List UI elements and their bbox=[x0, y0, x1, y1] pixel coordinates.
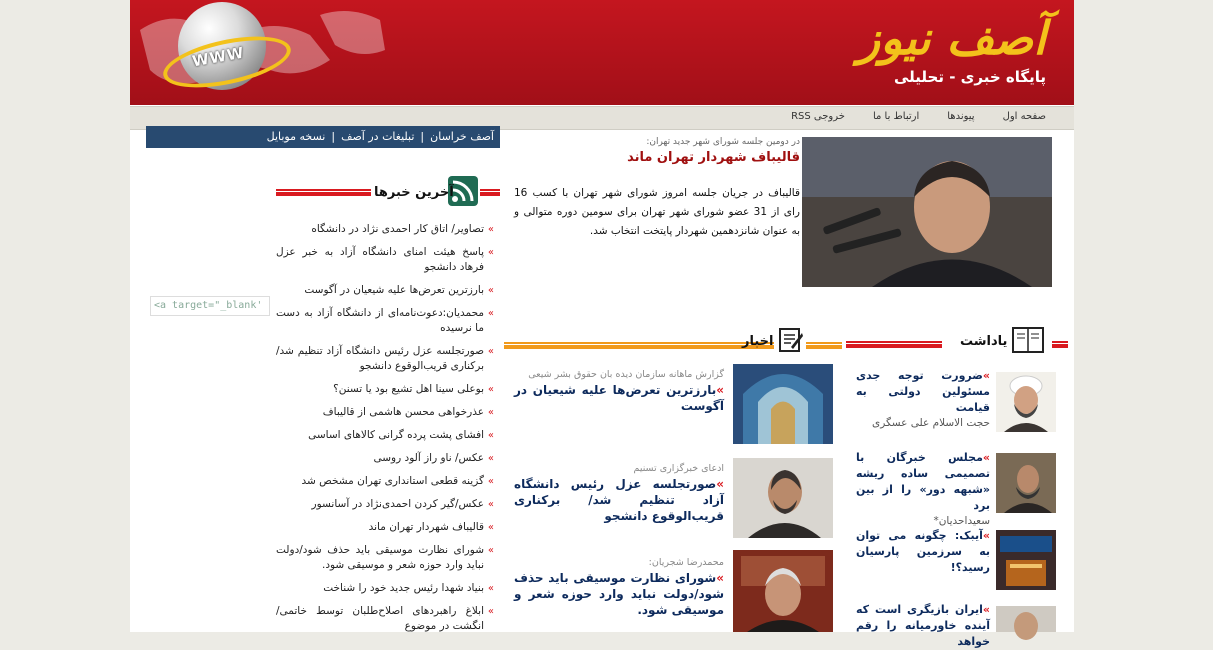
nav-rss[interactable]: خروجی RSS bbox=[791, 111, 845, 122]
feature-photo[interactable] bbox=[802, 137, 1052, 287]
link-mobile[interactable]: نسخه موبایل bbox=[266, 130, 326, 143]
latest-divider-left bbox=[276, 189, 371, 196]
site-logo[interactable] bbox=[858, 8, 1046, 86]
yaddasht-title: یاداشت bbox=[960, 334, 1008, 349]
akhbar-thumb-singer[interactable] bbox=[733, 550, 833, 632]
list-item[interactable]: » قالیباف شهردار تهران ماند bbox=[276, 520, 494, 535]
news-edit-icon bbox=[778, 327, 804, 353]
list-item[interactable]: » بوعلی سینا اهل تشیع بود یا تسنن؟ bbox=[276, 382, 494, 397]
list-item[interactable]: » بنیاد شهدا رئیس جدید خود را شناخت bbox=[276, 581, 494, 596]
opinion-item[interactable]: »ضرورت توجه جدی مسئولین دولتی به قیامت حجت الاسلام علی عسگری bbox=[856, 369, 990, 429]
opinion-item[interactable]: »آیبک: چگونه می توان به سرزمین پارسیان رسید؟! bbox=[856, 529, 990, 574]
opinion-author: سعیداحدیان* bbox=[933, 515, 990, 527]
list-item[interactable]: » گزینه قطعی استانداری تهران مشخص شد bbox=[276, 474, 494, 489]
opinion-author: حجت الاسلام علی عسگری bbox=[872, 417, 990, 429]
akhbar-item-surtitle: محمدرضا شجریان: bbox=[648, 557, 724, 568]
link-khorasan[interactable]: آصف خراسان bbox=[430, 130, 494, 143]
feature-body: قالیباف در جریان جلسه امروز شورای شهر تهران با کسب 16 رای از 31 عضو شورای شهر تهران برای سومین دوره متوالی و به عنوان شانزدهمین شهردار پایتخت انتخاب شد. bbox=[514, 187, 800, 237]
list-item[interactable]: » تصاویر/ اتاق کار احمدی نژاد در دانشگاه bbox=[276, 222, 494, 237]
opinion-title[interactable]: آیبک: چگونه می توان به سرزمین پارسیان رسید؟! bbox=[856, 529, 990, 574]
ad-code-text: <a target="_blank' bbox=[150, 296, 270, 316]
opinion-title[interactable]: ایران بازیگری است که آینده خاورمیانه را رقم خواهد bbox=[856, 603, 990, 648]
logo-tagline: پایگاه خبری - تحلیلی bbox=[894, 68, 1046, 86]
akhbar-divider-left bbox=[504, 342, 774, 349]
list-item[interactable]: » محمدیان:دعوت‌نامه‌ای از دانشگاه آزاد به دست ما نرسیده bbox=[276, 306, 494, 336]
feature-surtitle: در دومین جلسه شورای شهر جدید تهران: bbox=[646, 137, 800, 147]
nav-home[interactable]: صفحه اول bbox=[1002, 111, 1046, 122]
link-ads[interactable]: تبلیغات در آصف bbox=[341, 130, 415, 143]
akhbar-divider-right bbox=[806, 342, 842, 349]
list-item[interactable]: » پاسخ هیئت امنای دانشگاه آزاد به خبر عزل فرهاد دانشجو bbox=[276, 245, 494, 275]
yaddasht-divider-right bbox=[1052, 341, 1068, 348]
logo-name: آصف نیوز bbox=[857, 11, 1046, 65]
opinion-thumb-man[interactable] bbox=[996, 453, 1056, 513]
nav-links[interactable]: پیوندها bbox=[947, 111, 975, 122]
akhbar-thumb-mosque[interactable] bbox=[733, 364, 833, 444]
akhbar-item[interactable]: گزارش ماهانه سازمان دیده بان حقوق بشر شیعی »بارزترین تعرض‌ها علیه شیعیان در آگوست bbox=[514, 369, 724, 413]
akhbar-item-surtitle: ادعای خبرگزاری تسنیم bbox=[633, 463, 724, 474]
akhbar-item-title[interactable]: شورای نظارت موسیقی باید حذف شود/دولت نباید وارد حوزه شعر و موسیقی شود. bbox=[514, 571, 724, 617]
latest-news-list bbox=[276, 222, 494, 642]
akhbar-item-title[interactable]: بارزترین تعرض‌ها علیه شیعیان در آگوست bbox=[514, 383, 724, 413]
list-item[interactable]: » افشای پشت پرده گرانی کالاهای اساسی bbox=[276, 428, 494, 443]
akhbar-title: اخبار bbox=[742, 334, 774, 349]
list-item[interactable]: » صورتجلسه عزل رئیس دانشگاه آزاد تنظیم شد/ برکناری قریب‌الوقوع دانشجو bbox=[276, 344, 494, 374]
akhbar-item-title[interactable]: صورتجلسه عزل رئیس دانشگاه آزاد تنظیم شد/ برکناری قریب‌الوقوع دانشجو bbox=[514, 477, 724, 523]
opinion-title[interactable]: ضرورت توجه جدی مسئولین دولتی به قیامت bbox=[856, 369, 990, 414]
header-banner bbox=[130, 0, 1074, 105]
notebook-icon bbox=[1012, 327, 1044, 353]
feature-title[interactable]: قالیباف شهردار تهران ماند bbox=[627, 150, 800, 165]
opinion-thumb-person[interactable] bbox=[996, 606, 1056, 632]
top-links-bar: آصف خراسان|تبلیغات در آصف|نسخه موبایل bbox=[146, 126, 500, 148]
nav-contact[interactable]: ارتباط با ما bbox=[872, 111, 920, 122]
latest-title: آخرین خبرها bbox=[374, 185, 454, 200]
opinion-item[interactable]: »مجلس خبرگان با تصمیمی ساده ریشه «شبهه دور» را از بین برد سعیداحدیان* bbox=[856, 451, 990, 527]
akhbar-item-surtitle: گزارش ماهانه سازمان دیده بان حقوق بشر شیعی bbox=[528, 369, 724, 380]
list-item[interactable]: » عکس/گیر کردن احمدی‌نژاد در آسانسور bbox=[276, 497, 494, 512]
yaddasht-divider-left bbox=[846, 341, 942, 348]
list-item[interactable]: » بارزترین تعرض‌ها علیه شیعیان در آگوست bbox=[276, 283, 494, 298]
opinion-title[interactable]: مجلس خبرگان با تصمیمی ساده ریشه «شبهه دور» را از بین برد bbox=[856, 451, 990, 512]
latest-divider-right bbox=[480, 189, 500, 196]
opinion-thumb-hall[interactable] bbox=[996, 530, 1056, 590]
page bbox=[130, 0, 1074, 648]
globe-text: WWW bbox=[190, 43, 246, 71]
list-item[interactable]: » ابلاغ راهبردهای اصلاح‌طلبان توسط خاتمی/ انگشت در موضوع bbox=[276, 604, 494, 634]
list-item[interactable]: » عذرخواهی محسن هاشمی از قالیباف bbox=[276, 405, 494, 420]
opinion-thumb-cleric[interactable] bbox=[996, 372, 1056, 432]
list-item[interactable]: » شورای نظارت موسیقی باید حذف شود/دولت نباید وارد حوزه شعر و موسیقی شود. bbox=[276, 543, 494, 573]
list-item[interactable]: » عکس/ ناو راز آلود روسی bbox=[276, 451, 494, 466]
akhbar-item[interactable]: محمدرضا شجریان: »شورای نظارت موسیقی باید حذف شود/دولت نباید وارد حوزه شعر و موسیقی شود. bbox=[514, 557, 724, 617]
akhbar-item[interactable]: ادعای خبرگزاری تسنیم »صورتجلسه عزل رئیس دانشگاه آزاد تنظیم شد/ برکناری قریب‌الوقوع دانشجو bbox=[514, 463, 724, 523]
akhbar-thumb-person[interactable] bbox=[733, 458, 833, 538]
opinion-item[interactable]: »ایران بازیگری است که آینده خاورمیانه را رقم خواهد bbox=[856, 603, 990, 648]
